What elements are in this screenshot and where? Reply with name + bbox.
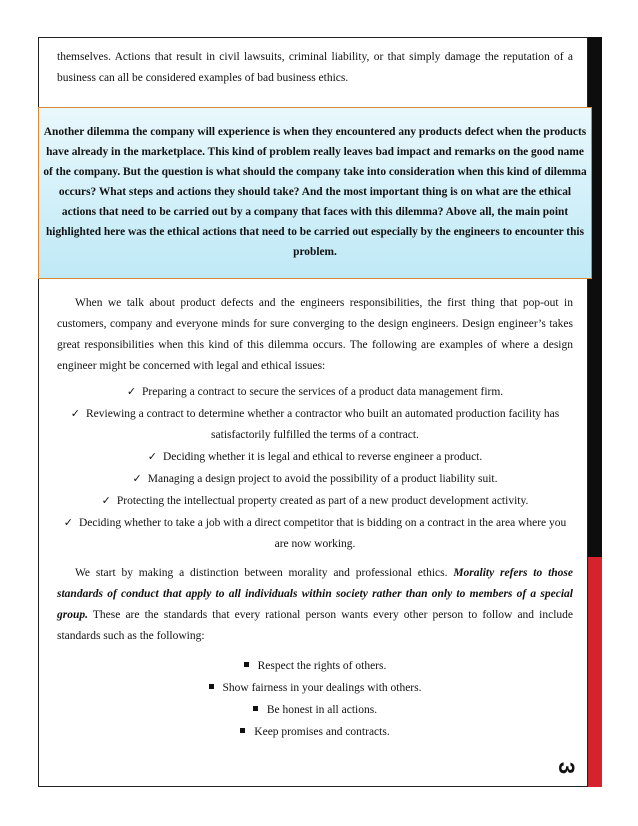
page-content <box>43 47 587 743</box>
square-bullet-icon <box>253 706 258 711</box>
checklist-item: ✓ Preparing a contract to secure the services of a product data management firm. <box>126 385 504 398</box>
bullet-item: Be honest in all actions. <box>57 699 573 721</box>
callout-text: Another dilemma the company will experience is when they encountered any products defect when the products have already in the marketplace. This kind of problem really leaves bad impact and remarks on the good name of the company. But the question is what should the company take into consideration when this kind of dilemma occurs? What steps and actions they should take? And the most important thing is on what are the ethical actions that need to be carried out by a company that faces with this dilemma? Above all, the main point highlighted here was the ethical actions that need to be carried out especially by the engineers to encounter this problem. <box>43 126 587 258</box>
side-bar-red <box>588 557 602 787</box>
checkmark-icon: ✓ <box>70 407 80 420</box>
paragraph-3: We start by making a distinction between morality and professional ethics. Morality refers to those standards of conduct that apply to all individuals within society rather than only to members of a special group. These are the standards that every rational person wants every other person to follow and include standards such as the following: <box>57 567 573 642</box>
bullet-list <box>57 655 573 743</box>
checkmark-icon: ✓ <box>132 472 142 485</box>
bullet-item: Respect the rights of others. <box>57 655 573 677</box>
checklist-item: ✓ Reviewing a contract to determine whether a contractor who built an automated production facility has satisfactorily fulfilled the terms of a contract. <box>70 407 560 441</box>
checklist-item: ✓ Deciding whether it is legal and ethical to reverse engineer a product. <box>147 450 483 463</box>
checklist-item: ✓ Protecting the intellectual property created as part of a new product development activity. <box>101 494 529 507</box>
square-bullet-icon <box>240 728 245 733</box>
bullet-item: Show fairness in your dealings with others. <box>57 677 573 699</box>
checklist <box>57 381 573 555</box>
page-number: 3 <box>554 761 580 775</box>
checkmark-icon: ✓ <box>147 450 157 463</box>
checkmark-icon: ✓ <box>126 385 137 398</box>
checkmark-icon: ✓ <box>101 494 111 507</box>
checklist-item: ✓ Managing a design project to avoid the possibility of a product liability suit. <box>132 472 498 485</box>
paragraph-2: When we talk about product defects and the engineers responsibilities, the first thing that pop-out in customers, company and everyone minds for sure converging to the design engineers. Design engineer’s takes great responsibilities when this kind of this dilemma occurs. The following are examples of where a design engineer might be concerned with legal and ethical issues: <box>57 297 573 372</box>
square-bullet-icon <box>209 684 214 689</box>
morality-definition: Morality refers to those standards of conduct that apply to all individuals within society rather than only to members of a special group. <box>57 567 573 621</box>
bullet-item: Keep promises and contracts. <box>57 721 573 743</box>
checkmark-icon: ✓ <box>63 516 73 529</box>
square-bullet-icon <box>244 662 249 667</box>
callout-box <box>38 107 592 279</box>
checklist-item: ✓ Deciding whether to take a job with a direct competitor that is bidding on a contract in the area where you are now working. <box>63 516 567 550</box>
paragraph-1: themselves. Actions that result in civil lawsuits, criminal liability, or that simply damage the reputation of a business can all be considered examples of bad business ethics. <box>57 51 573 84</box>
